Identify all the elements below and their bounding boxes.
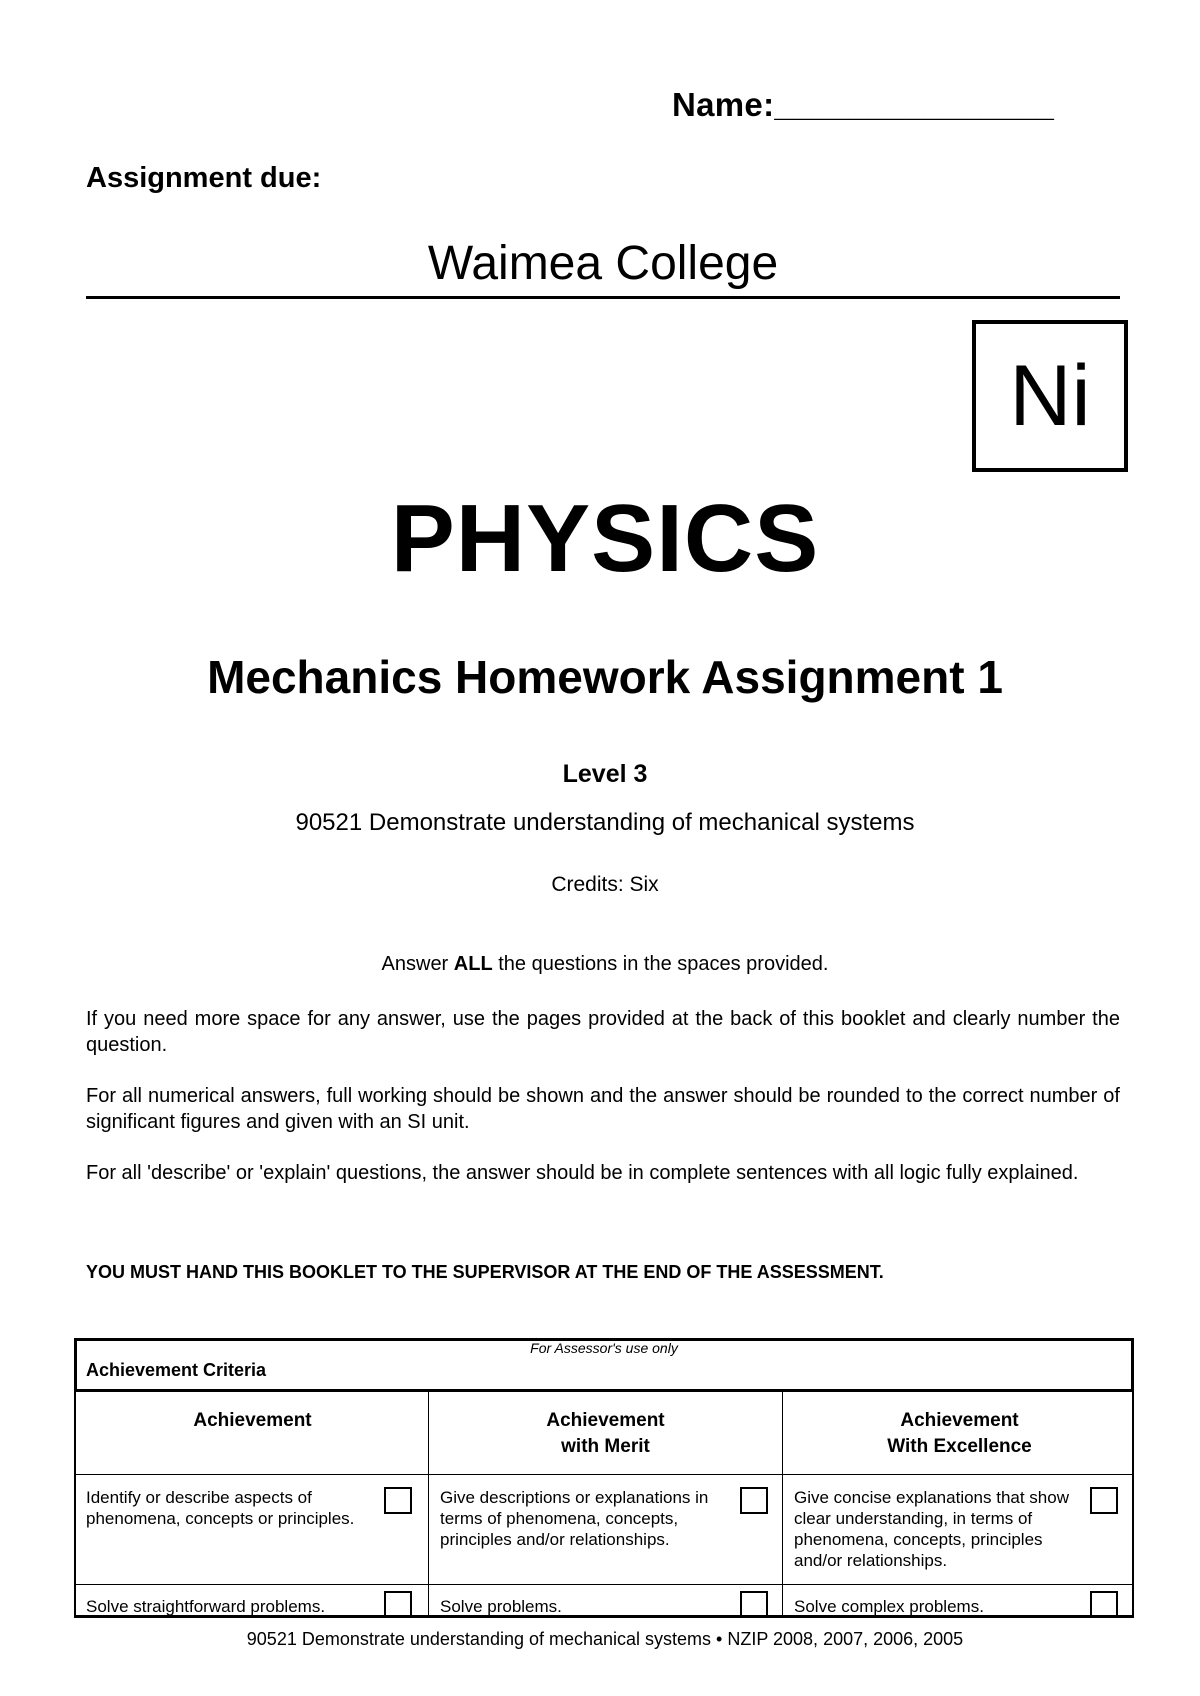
level-badge — [972, 320, 1128, 472]
heading-excellence — [783, 1408, 1136, 1460]
excellence-criterion-1: Give concise explanations that show clear understanding, in terms of phenomena, concepts, principles and/or relationships. — [794, 1488, 1069, 1570]
achievement-criterion-2-checkbox[interactable] — [384, 1591, 412, 1618]
merit-criterion-2-checkbox[interactable] — [740, 1591, 768, 1618]
criteria-label: Achievement Criteria — [86, 1360, 267, 1380]
excellence-criterion-2: Solve complex problems. — [794, 1597, 984, 1616]
credits-label: Credits: Six — [551, 873, 659, 896]
describe-instruction: For all 'describe' or 'explain' questions, the answer should be in complete sentences with all logic fully explained. — [86, 1162, 1079, 1184]
merit-criterion-1: Give descriptions or explanations in terms of phenomena, concepts, principles and/or relationships. — [440, 1488, 709, 1549]
merit-criterion-2: Solve problems. — [440, 1597, 562, 1616]
merit-criterion-1-checkbox[interactable] — [740, 1487, 768, 1514]
answer-all-post: the questions in the spaces provided. — [492, 953, 829, 975]
assessor-note: For Assessor's use only — [530, 1340, 678, 1356]
heading-line: with Merit — [561, 1436, 650, 1457]
achievement-criterion-1: Identify or describe aspects of phenomena, concepts or principles. — [86, 1488, 355, 1528]
table-row-divider — [74, 1474, 1134, 1475]
page-footer: 90521 Demonstrate understanding of mechanical systems • NZIP 2008, 2007, 2006, 2005 — [246, 1629, 964, 1649]
subject-title: PHYSICS — [390, 485, 820, 592]
numerical-instruction: For all numerical answers, full working should be shown and the answer should be rounded to the correct number of significant figures and given with an SI unit. — [86, 1085, 1120, 1133]
heading-line: Achievement — [546, 1410, 665, 1431]
heading-merit — [429, 1408, 782, 1460]
extra-space-instruction: If you need more space for any answer, use the pages provided at the back of this booklet and clearly number the question. — [86, 1008, 1120, 1056]
achievement-criterion-2: Solve straightforward problems. — [86, 1597, 326, 1616]
answer-all-instruction — [0, 953, 1200, 976]
answer-all-bold: ALL — [453, 953, 493, 975]
assignment-title: Mechanics Homework Assignment 1 — [207, 651, 1003, 703]
heading-line: With Excellence — [887, 1436, 1032, 1457]
achievement-criterion-1-checkbox[interactable] — [384, 1487, 412, 1514]
heading-line: Achievement — [900, 1410, 1019, 1431]
level-badge-text: Ni — [1009, 347, 1091, 444]
assignment-due-label: Assignment due: — [86, 162, 322, 194]
hand-in-notice: YOU MUST HAND THIS BOOKLET TO THE SUPERVISOR AT THE END OF THE ASSESSMENT. — [86, 1262, 884, 1282]
level-label: Level 3 — [562, 760, 648, 788]
school-name: Waimea College — [427, 237, 779, 290]
excellence-criterion-2-checkbox[interactable] — [1090, 1591, 1118, 1618]
excellence-criterion-1-checkbox[interactable] — [1090, 1487, 1118, 1514]
heading-line: Achievement — [193, 1410, 312, 1431]
name-field-label: Name:_______________ — [672, 86, 1055, 123]
school-underline — [86, 296, 1120, 299]
answer-all-pre: Answer — [381, 953, 454, 975]
standard-label: 90521 Demonstrate understanding of mechanical systems — [295, 809, 915, 836]
table-row-divider — [74, 1584, 1134, 1585]
heading-achievement — [76, 1408, 429, 1434]
